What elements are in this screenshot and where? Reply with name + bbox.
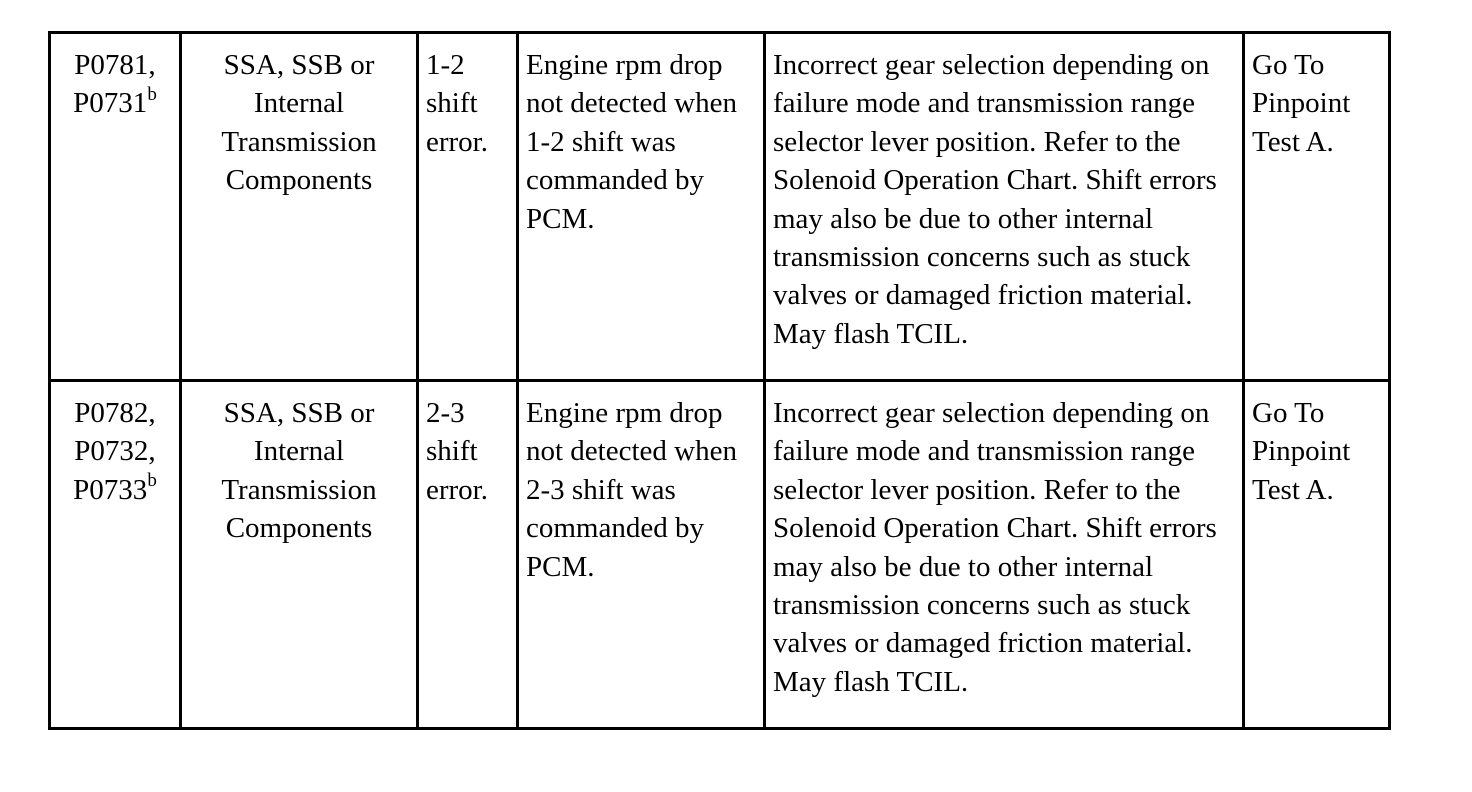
dtc-code: P0731 [73, 87, 148, 120]
symptom-cell: Incorrect gear selection depending on failure mode and transmission range selector lever position. Refer to the Solenoid Operation Chart. Shift errors may also be due to other internal transmission concerns such as stuck valves or damaged friction material. May flash TCIL. [765, 381, 1244, 729]
action-cell: Go To Pinpoint Test A. [1244, 381, 1390, 729]
table-row [50, 381, 1390, 729]
description-cell: Engine rpm drop not detected when 1-2 shift was commanded by PCM. [518, 33, 765, 381]
component-cell: SSA, SSB or Internal Transmission Components [181, 381, 418, 729]
footnote-marker: b [147, 83, 157, 105]
description-cell: Engine rpm drop not detected when 2-3 shift was commanded by PCM. [518, 381, 765, 729]
dtc-code: P0782, [74, 397, 156, 429]
symptom-cell: Incorrect gear selection depending on failure mode and transmission range selector lever position. Refer to the Solenoid Operation Chart. Shift errors may also be due to other internal transmission concerns such as stuck valves or damaged friction material. May flash TCIL. [765, 33, 1244, 381]
dtc-code-last [58, 84, 172, 122]
component-cell: SSA, SSB or Internal Transmission Components [181, 33, 418, 381]
dtc-code-cell [50, 381, 181, 729]
footnote-marker: b [147, 470, 157, 492]
action-cell: Go To Pinpoint Test A. [1244, 33, 1390, 381]
condition-cell: 1-2 shift error. [418, 33, 518, 381]
dtc-code-cell [50, 33, 181, 381]
dtc-code-last [58, 471, 172, 509]
dtc-code: P0781, [74, 49, 156, 81]
dtc-table [48, 31, 1391, 730]
dtc-code: P0732, [74, 435, 156, 468]
condition-cell: 2-3 shift error. [418, 381, 518, 729]
table-row [50, 33, 1390, 381]
dtc-code: P0733 [73, 473, 148, 506]
